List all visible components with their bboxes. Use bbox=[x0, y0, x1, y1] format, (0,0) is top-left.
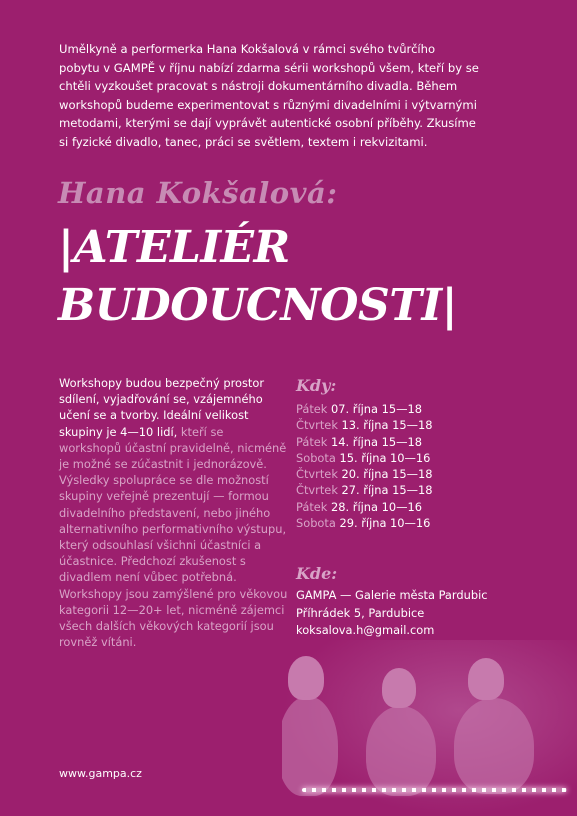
photo-figure bbox=[282, 696, 338, 796]
title-line-2: BUDOUCNOSTI| bbox=[58, 280, 458, 331]
photo-figure bbox=[454, 698, 534, 794]
date-value: 27. října 15—18 bbox=[341, 483, 433, 498]
date-item bbox=[296, 499, 433, 515]
date-value: 29. října 10—16 bbox=[339, 516, 431, 531]
date-day: Pátek bbox=[296, 402, 328, 416]
contact-email[interactable]: koksalova.h@gmail.com bbox=[296, 623, 435, 637]
footer-url[interactable]: www.gampa.cz bbox=[59, 767, 142, 780]
venue-info bbox=[296, 587, 488, 640]
date-day: Čtvrtek bbox=[296, 418, 338, 433]
description-highlight: Workshopy budou bezpečný prostor sdílení, vyjadřování se, vzájemného učení se a tvorby. Ideální velikost skupiny je 4—10 lidí, bbox=[59, 376, 265, 439]
date-item bbox=[296, 417, 433, 433]
description-rest: kteří se workshopů účastní pravidelně, nicméně je možné se zúčastnit i jednorázově. Výsledky spolupráce se dle možností skupiny veřejně prezentují — formou divadelního představení, nebo jiného alternativního performativního výstupu, který odsouhlasí všichni účastníci a účastnice. Předchozí zkušenost s divadlem není vůbec potřebná. Workshopy jsou zamýšlené pro věkovou kategorii 12—20+ let, nicméně zájemci všech dalších věkových kategorií jsou rovněž vítáni. bbox=[59, 424, 288, 650]
date-value: 07. října 15—18 bbox=[331, 402, 422, 416]
date-value: 15. října 10—16 bbox=[339, 450, 431, 465]
date-day: Pátek bbox=[296, 434, 328, 449]
stage-lights bbox=[302, 788, 567, 792]
date-item bbox=[296, 434, 433, 450]
date-item bbox=[296, 515, 433, 531]
photo-figure bbox=[366, 706, 436, 796]
when-heading: Kdy: bbox=[296, 376, 337, 395]
photo-figure bbox=[382, 668, 416, 708]
date-day: Pátek bbox=[296, 499, 328, 514]
poster-title bbox=[58, 219, 457, 335]
date-day: Čtvrtek bbox=[296, 467, 338, 482]
date-value: 14. října 15—18 bbox=[331, 434, 422, 449]
intro-paragraph: Umělkyně a performerka Hana Kokšalová v rámci svého tvůrčího pobytu v GAMPĚ v říjnu nabízí zdarma sérii workshopů všem, kteří by se chtěli vyzkoušet pracovat s nástroji dokumentárního divadla. Během workshopů budeme experimentovat s různými divadelními i výtvarnými metodami, kterými se dají vyprávět autentické osobní příběhy. Zkusíme si fyzické divadlo, tanec, práci se světlem, textem i rekvizitami. bbox=[59, 42, 479, 149]
venue-address: Příhrádek 5, Pardubice bbox=[296, 605, 425, 620]
photo-figure bbox=[288, 656, 324, 700]
author-name: Hana Kokšalová: bbox=[58, 176, 338, 210]
photo-figure bbox=[468, 658, 504, 700]
dates-list bbox=[296, 401, 433, 531]
date-value: 20. října 15—18 bbox=[341, 467, 433, 482]
title-line-1: |ATELIÉR bbox=[58, 222, 290, 273]
workshop-description bbox=[59, 375, 289, 650]
date-item bbox=[296, 482, 433, 498]
date-item bbox=[296, 401, 433, 417]
date-day: Sobota bbox=[296, 516, 336, 531]
where-heading: Kde: bbox=[296, 564, 338, 583]
venue-name: GAMPA — Galerie města Pardubic bbox=[296, 588, 488, 602]
date-item bbox=[296, 450, 433, 466]
date-item bbox=[296, 466, 433, 482]
date-day: Sobota bbox=[296, 450, 336, 465]
date-value: 13. října 15—18 bbox=[341, 418, 433, 433]
date-value: 28. října 10—16 bbox=[331, 499, 422, 514]
workshop-photo bbox=[282, 640, 577, 816]
date-day: Čtvrtek bbox=[296, 483, 338, 498]
